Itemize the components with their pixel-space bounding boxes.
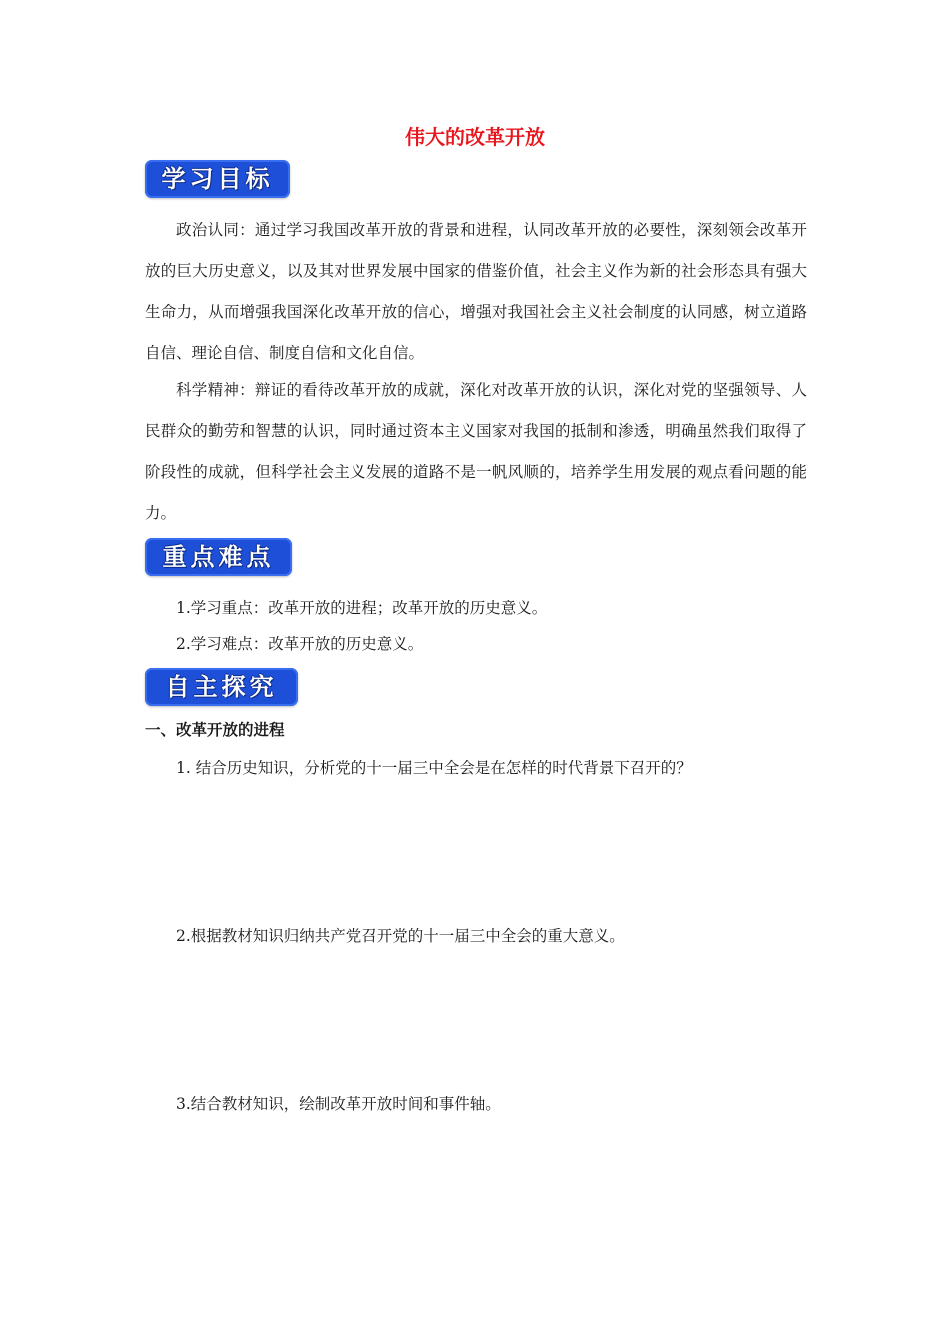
inquiry-question-1: 1. 结合历史知识，分析党的十一届三中全会是在怎样的时代背景下召开的？ — [176, 759, 692, 777]
inquiry-banner-label: 自主探究 — [165, 673, 278, 701]
inquiry-banner — [145, 668, 298, 706]
inquiry-question-2: 2.根据教材知识归纳共产党召开党的十一届三中全会的重大意义。 — [176, 927, 625, 945]
objectives-banner-label: 学习目标 — [161, 165, 274, 193]
key-point-item: 1.学习重点：改革开放的进程；改革开放的历史意义。 — [176, 599, 548, 617]
objectives-paragraph-political: 政治认同：通过学习我国改革开放的背景和进程，认同改革开放的必要性，深刻领会改革开放的巨大历史意义，以及其对世界发展中国家的借鉴价值，社会主义作为新的社会形态具有强大生命力，从而增强我国深化改革开放的信心，增强对我国社会主义社会制度的认同感，树立道路自信、理论自信、制度自信和文化自信。 — [145, 221, 807, 362]
key-points-banner-label: 重点难点 — [162, 543, 275, 571]
document-title: 伟大的改革开放 — [405, 125, 545, 149]
key-points-banner — [145, 538, 292, 576]
inquiry-question-3: 3.结合教材知识，绘制改革开放时间和事件轴。 — [176, 1095, 501, 1113]
objectives-paragraph-science: 科学精神：辩证的看待改革开放的成就，深化对改革开放的认识，深化对党的坚强领导、人民群众的勤劳和智慧的认识，同时通过资本主义国家对我国的抵制和渗透，明确虽然我们取得了阶段性的成就，但科学社会主义发展的道路不是一帆风顺的，培养学生用发展的观点看问题的能力。 — [145, 381, 807, 522]
inquiry-heading: 一、改革开放的进程 — [145, 721, 285, 739]
objectives-banner — [145, 160, 290, 198]
difficult-point-item: 2.学习难点：改革开放的历史意义。 — [176, 635, 424, 653]
